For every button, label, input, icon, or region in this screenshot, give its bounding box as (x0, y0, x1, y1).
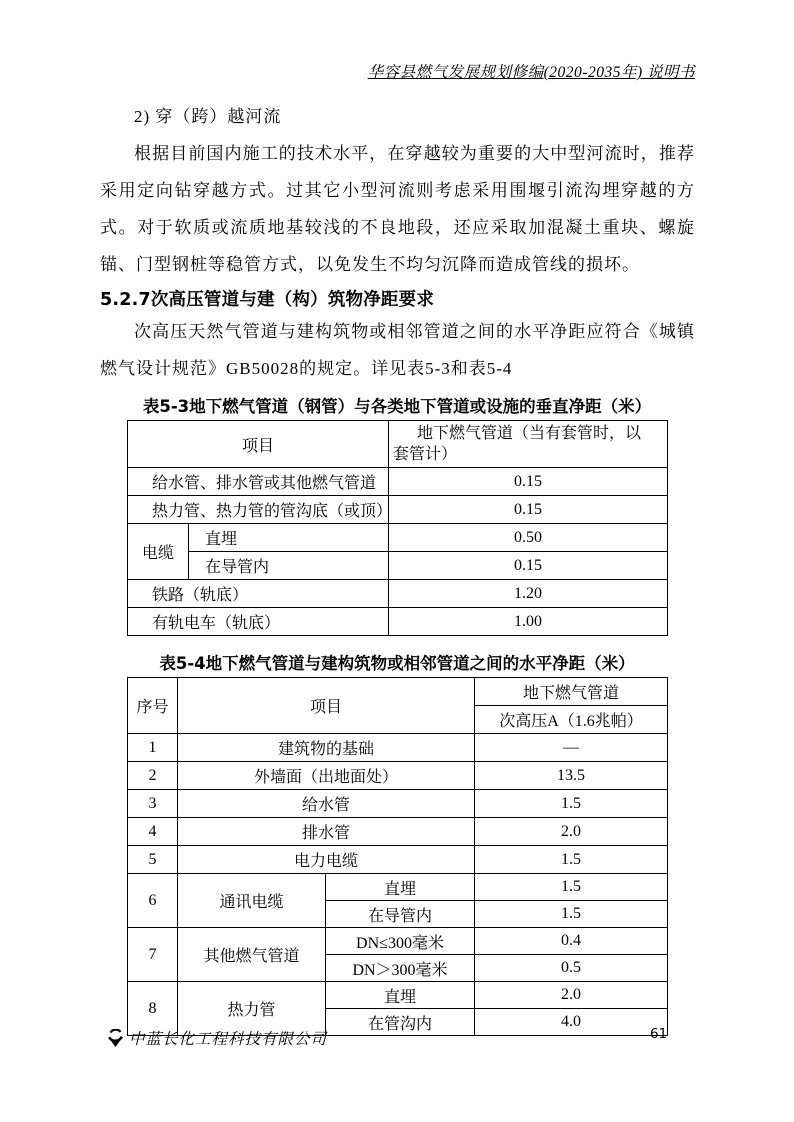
table-row (128, 790, 668, 818)
table-cell-value: 1.5 (475, 874, 668, 901)
page-header (100, 60, 695, 82)
table-5-3 (127, 420, 668, 636)
column-header-item: 项目 (128, 421, 389, 468)
page-number: 61 (650, 1026, 668, 1042)
column-header-no: 序号 (128, 678, 178, 734)
paragraph-river-crossing: 根据目前国内施工的技术水平，在穿越较为重要的大中型河流时，推荐采用定向钻穿越方式。过其它小型河流则考虑采用围堰引流沟埋穿越的方式。对于软质或流质地基较浅的不良地段，还应采取加混凝土重块、螺旋锚、门型钢桩等稳管方式，以免发生不均匀沉降而造成管线的损坏。 (100, 144, 695, 274)
column-header-item: 项目 (178, 678, 475, 734)
table-row (128, 678, 668, 706)
table-cell-item: 热力管 (178, 982, 326, 1036)
table-cell-value: 4.0 (475, 1009, 668, 1036)
table-cell-value: 0.50 (389, 524, 668, 552)
table-cell-item: 热力管、热力管的管沟底（或顶） (128, 496, 389, 524)
table-cell-value: 2.0 (475, 818, 668, 846)
table-cell-value: 0.15 (389, 468, 668, 496)
table-cell-value: 2.0 (475, 982, 668, 1009)
column-header-value-bottom: 次高压A（1.6兆帕） (475, 706, 668, 734)
table-row (128, 818, 668, 846)
table-cell-no: 8 (128, 982, 178, 1036)
table-cell-item: 铁路（轨底） (128, 580, 389, 608)
table-cell-sublabel: DN＞300毫米 (326, 955, 475, 982)
table-5-4 (127, 677, 668, 1036)
table-cell-item: 电力电缆 (178, 846, 475, 874)
table-cell-value: 1.5 (475, 846, 668, 874)
table-cell-item: 其他燃气管道 (178, 928, 326, 982)
table-cell-no: 5 (128, 846, 178, 874)
table-cell-item: 外墙面（出地面处） (178, 762, 475, 790)
table-cell-sublabel: DN≤300毫米 (326, 928, 475, 955)
table-cell-item: 有轨电车（轨底） (128, 608, 389, 636)
table-cell-value: 1.5 (475, 901, 668, 928)
list-item-heading: 2) 穿（跨）越河流 (134, 107, 282, 126)
footer-company-name: 中蓝长化工程科技有限公司 (129, 1031, 328, 1048)
table-row (128, 496, 668, 524)
table-row (128, 468, 668, 496)
table-cell-value: 0.5 (475, 955, 668, 982)
table-cell-value: 0.15 (389, 552, 668, 580)
column-header-value: 地下燃气管道（当有套管时，以套管计） (389, 421, 668, 468)
table-cell-no: 1 (128, 734, 178, 762)
table-cell-sublabel: 在导管内 (189, 552, 389, 580)
table-cell-sublabel: 直埋 (326, 982, 475, 1009)
table-cell-no: 3 (128, 790, 178, 818)
table-row (128, 874, 668, 901)
table-row (128, 580, 668, 608)
table-cell-sublabel: 在导管内 (326, 901, 475, 928)
company-logo-icon (107, 1029, 124, 1048)
table-row (128, 928, 668, 955)
page-footer (107, 1027, 327, 1049)
table-cell-value: 0.4 (475, 928, 668, 955)
table-cell-sublabel: 在管沟内 (326, 1009, 475, 1036)
table-cell-no: 7 (128, 928, 178, 982)
table-row (128, 982, 668, 1009)
table-cell-item: 排水管 (178, 818, 475, 846)
paragraph-clearance-intro: 次高压天然气管道与建构筑物或相邻管道之间的水平净距应符合《城镇燃气设计规范》GB50028的规定。详见表5-3和表5-4 (100, 322, 695, 378)
table-cell-no: 2 (128, 762, 178, 790)
table-row (128, 524, 668, 552)
table-cell-group-label: 电缆 (128, 524, 189, 580)
table-cell-value: 13.5 (475, 762, 668, 790)
table-row (128, 608, 668, 636)
table-cell-sublabel: 直埋 (189, 524, 389, 552)
page-content (100, 98, 695, 1036)
table-cell-value: 1.5 (475, 790, 668, 818)
column-header-value-top: 地下燃气管道 (475, 678, 668, 706)
table-cell-no: 6 (128, 874, 178, 928)
table-cell-value: 0.15 (389, 496, 668, 524)
table-cell-value: 1.00 (389, 608, 668, 636)
table-row (128, 846, 668, 874)
table-cell-item: 建筑物的基础 (178, 734, 475, 762)
table-row (128, 421, 668, 468)
table-cell-no: 4 (128, 818, 178, 846)
table-cell-value: — (475, 734, 668, 762)
table-cell-sublabel: 直埋 (326, 874, 475, 901)
table-row (128, 552, 668, 580)
table-cell-item: 给水管 (178, 790, 475, 818)
table-row (128, 734, 668, 762)
table-cell-value: 1.20 (389, 580, 668, 608)
table-cell-item: 给水管、排水管或其他燃气管道 (128, 468, 389, 496)
table-5-3-title: 表5-3地下燃气管道（钢管）与各类地下管道或设施的垂直净距（米） (142, 397, 652, 416)
table-cell-item: 通讯电缆 (178, 874, 326, 928)
table-5-4-title: 表5-4地下燃气管道与建构筑物或相邻管道之间的水平净距（米） (159, 654, 635, 673)
section-heading-5-2-7: 5.2.7次高压管道与建（构）筑物净距要求 (100, 290, 435, 310)
document-title: 华容县燃气发展规划修编(2020-2035年) 说明书 (367, 64, 695, 81)
table-row (128, 762, 668, 790)
